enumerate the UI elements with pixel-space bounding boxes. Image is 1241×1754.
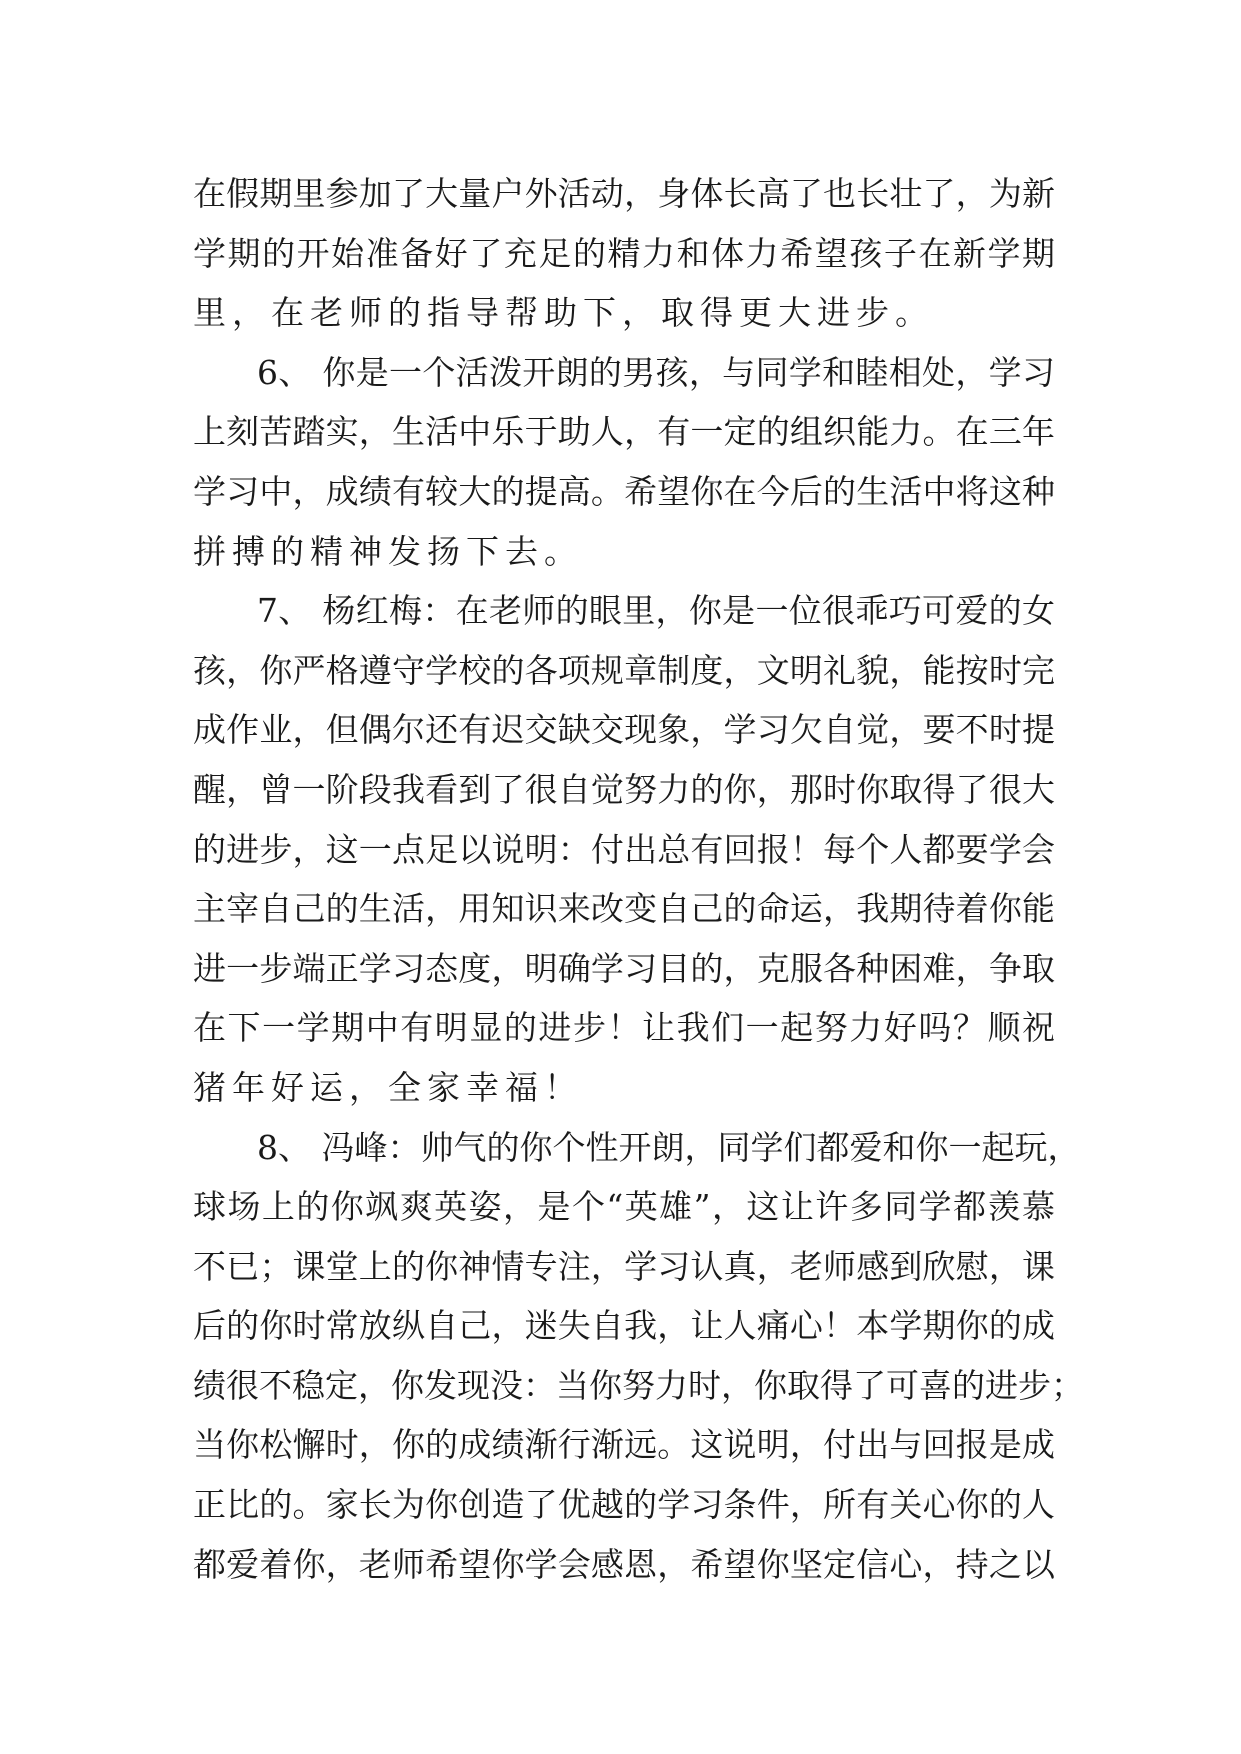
text-line: 正比的。家长为你创造了优越的学习条件，所有关心你的人: [193, 1485, 1055, 1525]
paragraph-7-first-line: 7、 杨红梅：在老师的眼里，你是一位很乖巧可爱的女: [257, 591, 1055, 631]
text-line: 绩很不稳定，你发现没：当你努力时，你取得了可喜的进步；: [193, 1365, 1084, 1405]
paragraph-6-first-line: 6、 你是一个活泼开朗的男孩，与同学和睦相处，学习: [257, 352, 1055, 392]
text-line: 主宰自己的生活，用知识来改变自己的命运，我期待着你能: [193, 889, 1055, 929]
body-text: [193, 164, 1084, 1594]
text-line: 上刻苦踏实，生活中乐于助人，有一定的组织能力。在三年: [193, 412, 1055, 452]
text-line: 拼搏的精神发扬下去。: [193, 531, 583, 571]
text-line: 孩，你严格遵守学校的各项规章制度，文明礼貌，能按时完: [193, 650, 1055, 690]
text-line: 猪年好运，全家幸福！: [193, 1067, 583, 1107]
text-line: 在下一学期中有明显的进步！让我们一起努力好吗？顺祝: [193, 1008, 1055, 1048]
text-line: 当你松懈时，你的成绩渐行渐远。这说明，付出与回报是成: [193, 1425, 1055, 1465]
paragraph-8-first-line: 8、 冯峰：帅气的你个性开朗，同学们都爱和你一起玩，: [257, 1127, 1081, 1167]
text-line: 都爱着你，老师希望你学会感恩，希望你坚定信心，持之以: [193, 1544, 1055, 1584]
text-line: 进一步端正学习态度，明确学习目的，克服各种困难，争取: [193, 948, 1055, 988]
text-line: 在假期里参加了大量户外活动，身体长高了也长壮了，为新: [193, 174, 1055, 213]
text-line: 成作业，但偶尔还有迟交缺交现象，学习欠自觉，要不时提: [193, 710, 1055, 750]
text-line: 醒，曾一阶段我看到了很自觉努力的你，那时你取得了很大: [193, 769, 1055, 809]
text-line: 学习中，成绩有较大的提高。希望你在今后的生活中将这种: [193, 471, 1055, 511]
text-line: 不已；课堂上的你神情专注，学习认真，老师感到欣慰，课: [193, 1246, 1055, 1286]
text-line: 里，在老师的指导帮助下，取得更大进步。: [193, 293, 934, 333]
text-line: 的进步，这一点足以说明：付出总有回报！每个人都要学会: [193, 829, 1055, 869]
text-line: 后的你时常放纵自己，迷失自我，让人痛心！本学期你的成: [193, 1306, 1055, 1346]
text-line: 学期的开始准备好了充足的精力和体力希望孩子在新学期: [193, 233, 1055, 273]
text-line: 球场上的你飒爽英姿，是个“英雄”，这让许多同学都羡慕: [193, 1187, 1055, 1227]
